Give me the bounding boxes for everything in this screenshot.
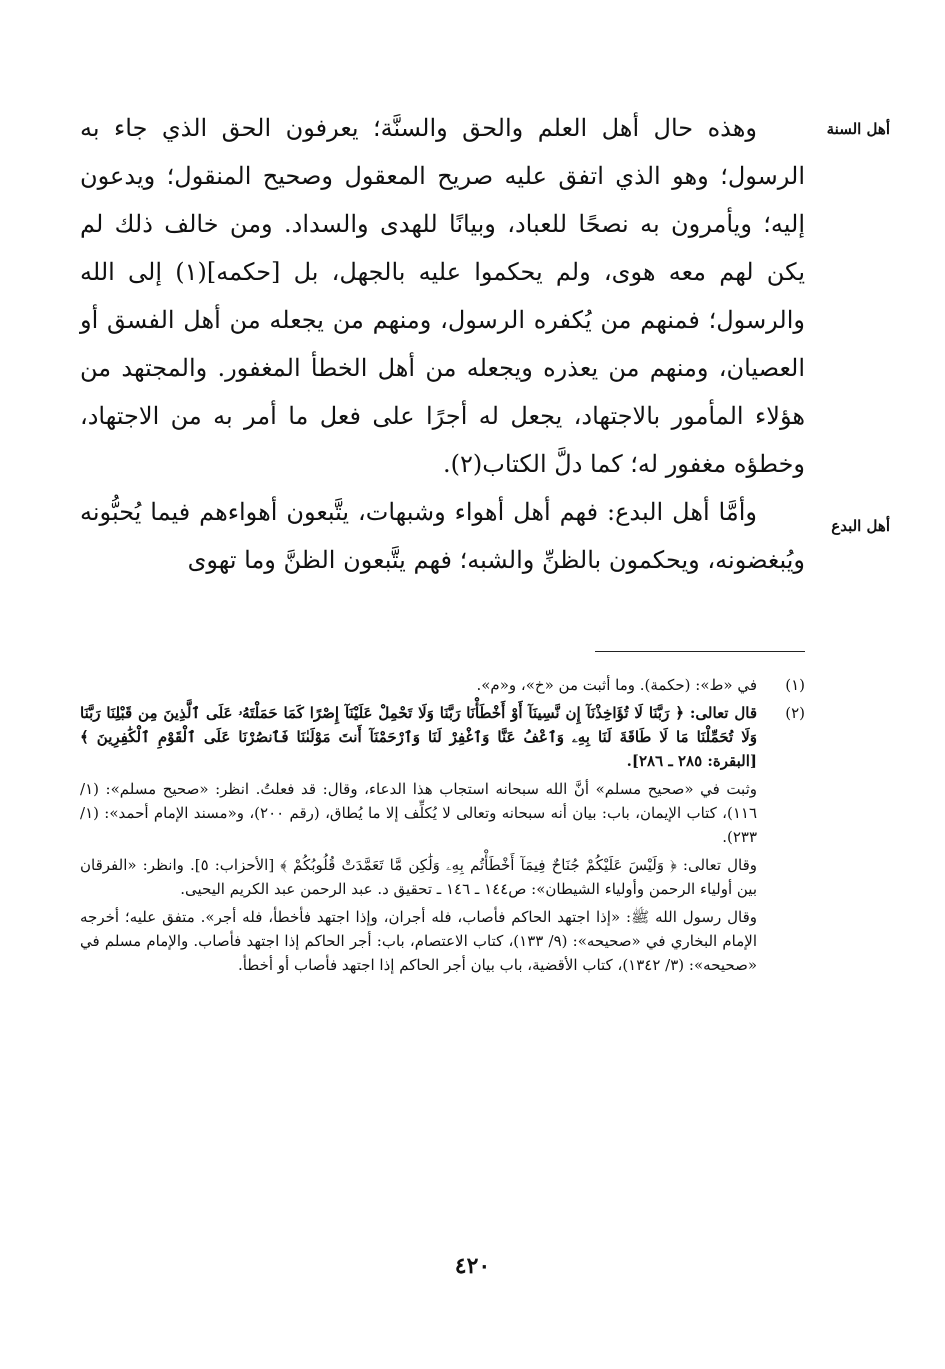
footnotes (80, 673, 805, 977)
page-number: ٤٢٠ (454, 1253, 491, 1279)
footnote-number: (٢) (785, 704, 805, 722)
main-text (80, 104, 805, 584)
footnote-text: وثبت في «صحيح مسلم» أنَّ الله سبحانه استجاب هذا الدعاء، وقال: قد فعلتُ. انظر: «صحيح مسلم»: (١/ ١١٦)، كتاب الإيمان، باب: بيان أنه سبحانه وتعالى لا يُكلِّف إلا ما يُطاق، (رقم ٢٠٠)، و«مسند الإمام أحمد»: (١/ ٢٣٣). (80, 780, 757, 846)
footnote-body (80, 701, 757, 977)
margin-note-ahl-bidaa: أهل البدع (831, 517, 890, 535)
footnote-separator (595, 651, 805, 652)
margin-note-ahl-sunnah: أهل السنة (826, 120, 890, 138)
footnote-quran-quote: قال تعالى: ﴿ رَبَّنَا لَا تُؤَاخِذْنَآ إِن نَّسِينَآ أَوْ أَخْطَأْنَا رَبَّنَا وَلَا تَحْمِلْ عَلَيْنَآ إِصْرًا كَمَا حَمَلْتَهُۥ عَلَى ٱلَّذِينَ مِن قَبْلِنَا رَبَّنَا وَلَا تُحَمِّلْنَا مَا لَا طَاقَةَ لَنَا بِهِۦ وَٱعْفُ عَنَّا وَٱغْفِرْ لَنَا وَٱرْحَمْنَآ أَنتَ مَوْلَىٰنَا فَٱنصُرْنَا عَلَى ٱلْقَوْمِ ٱلْكَٰفِرِينَ ﴾ [البقرة: ٢٨٥ ـ ٢٨٦]. (80, 704, 757, 770)
footnote-body (80, 673, 757, 697)
paragraph-ahl-bidaa: وأمَّا أهل البدع: فهم أهل أهواء وشبهات، يتَّبعون أهواءهم فيما يُحبُّونه ويُبغضونه، ويحكمون بالظنِّ والشبه؛ فهم يتَّبعون الظنَّ وما تهوى (80, 498, 805, 574)
footnote-number: (١) (785, 676, 805, 694)
footnote-text: في «ط»: (حكمة). وما أثبت من «خ»، و«م». (476, 676, 757, 694)
footnote-2 (80, 701, 805, 977)
footnote-text: وقال رسول الله ﷺ: «إذا اجتهد الحاكم فأصاب، فله أجران، وإذا اجتهد فأخطأ، فله أجر». متفق عليه؛ أخرجه الإمام البخاري في «صحيحه»: (٩/ ١٣٣)، كتاب الاعتصام، باب: أجر الحاكم إذا اجتهد فأصاب. والإمام مسلم في «صحيحه»: (٣/ ١٣٤٢)، كتاب الأقضية، باب بيان أجر الحاكم إذا اجتهد فأصاب أو أخطأ. (80, 908, 758, 974)
paragraph-ahl-sunnah: وهذه حال أهل العلم والحق والسنَّة؛ يعرفون الحق الذي جاء به الرسول؛ وهو الذي اتفق عليه صريح المعقول وصحيح المنقول؛ ويدعون إليه؛ ويأمرون به نصحًا للعباد، وبيانًا للهدى والسداد. ومن خالف ذلك لم يكن لهم معه هوى، ولم يحكموا عليه بالجهل، بل [حكمه](١) إلى الله والرسول؛ فمنهم من يُكفره الرسول، ومنهم من يجعله من أهل الفسق أو العصيان، ومنهم من يعذره ويجعله من أهل الخطأ المغفور. والمجتهد من هؤلاء المأمور بالاجتهاد، يجعل له أجرًا على فعل ما أمر به من الاجتهاد، وخطؤه مغفور له؛ كما دلَّ الكتاب(٢). (80, 114, 806, 478)
footnote-text: وقال تعالى: ﴿ وَلَيْسَ عَلَيْكُمْ جُنَاحٌ فِيمَآ أَخْطَأْتُم بِهِۦ وَلَٰكِن مَّا تَعَمَّدَتْ قُلُوبُكُمْ ﴾ [الأحزاب: ٥]. وانظر: «الفرقان بين أولياء الرحمن وأولياء الشيطان»: ص١٤٤ ـ ١٤٦ ـ تحقيق د. عبد الرحمن عبد الكريم اليحيى. (80, 856, 757, 898)
footnote-1 (80, 673, 805, 697)
